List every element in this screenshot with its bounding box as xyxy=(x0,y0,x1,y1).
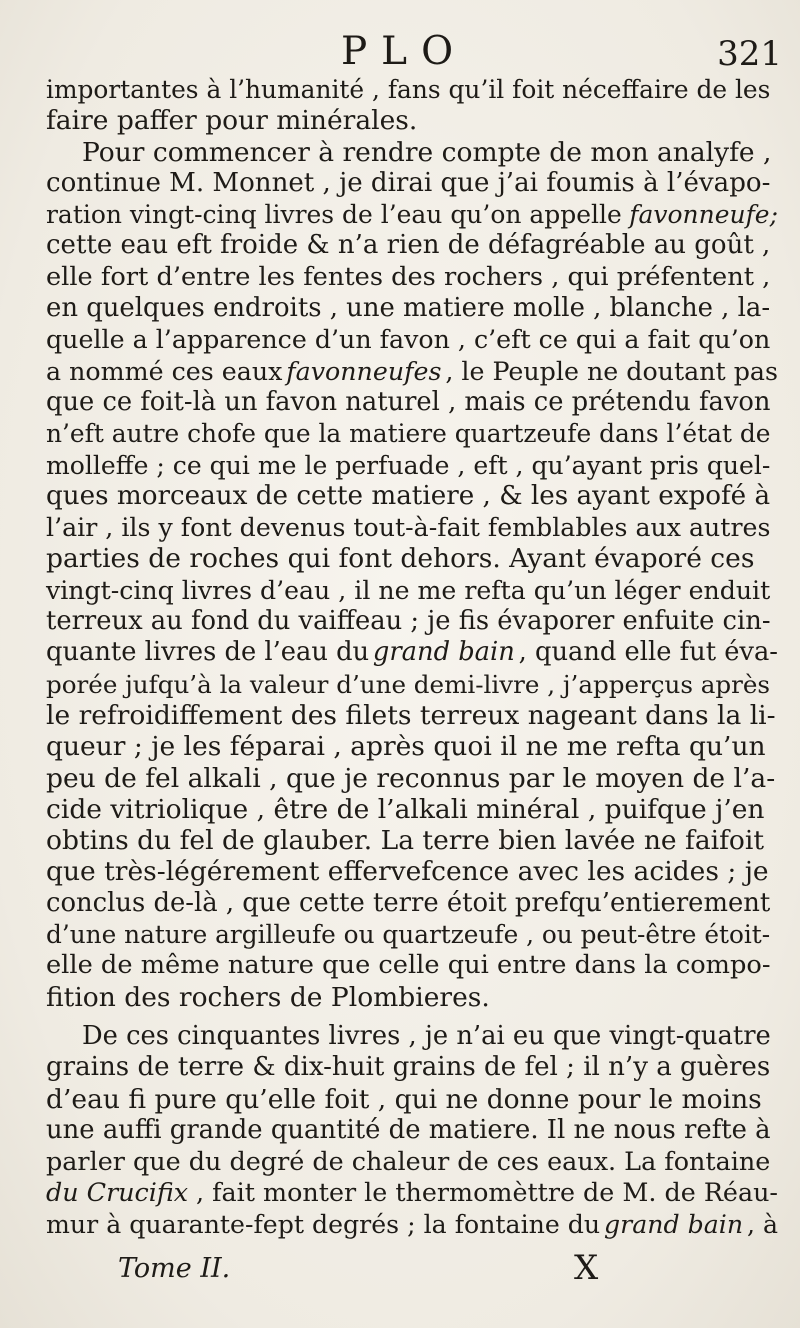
text-segment: elle fort d’entre les fentes des rochers , qui préfentent , xyxy=(46,261,771,292)
text-line xyxy=(46,606,778,637)
text-line xyxy=(46,418,778,449)
text-line xyxy=(46,1021,778,1052)
italic-term: favonneufes xyxy=(286,356,442,386)
text-segment: quelle a l’apparence d’un favon , c’eft ce qui a fait qu’on xyxy=(46,325,771,355)
italic-term: grand bain xyxy=(372,637,515,668)
text-segment: , fait monter le thermomèttre de M. de Réau- xyxy=(196,1177,778,1208)
text-segment: grains de terre & dix-huit grains de fel ; il n’y a guères xyxy=(46,1052,771,1083)
text-line xyxy=(46,356,778,387)
text-line xyxy=(46,982,778,1013)
text-segment: De ces cinquantes livres , je n’ai eu que vingt-quatre xyxy=(82,1020,771,1051)
text-line xyxy=(46,168,778,199)
text-segment: une auffi grande quantité de matiere. Il ne nous refte à xyxy=(46,1114,771,1145)
text-line xyxy=(46,669,778,700)
italic-term: du Crucifix xyxy=(46,1177,189,1208)
text-segment: a nommé ces eaux xyxy=(46,356,283,386)
text-line xyxy=(46,230,778,261)
text-line xyxy=(46,637,778,668)
text-line xyxy=(46,1084,778,1115)
text-segment: faire paffer pour minérales. xyxy=(46,105,418,137)
text-segment: le refroidiffement des filets terreux nageant dans la li- xyxy=(46,699,776,731)
text-line xyxy=(46,763,778,794)
text-line xyxy=(46,1052,778,1083)
volume-label: Tome II. xyxy=(118,1253,231,1284)
text-line xyxy=(46,1177,778,1208)
text-segment: , quand elle fut éva- xyxy=(518,637,778,668)
text-line xyxy=(46,262,778,293)
text-line xyxy=(46,825,778,856)
text-segment: , à xyxy=(746,1209,778,1239)
text-segment: mur à quarante-fept degrés ; la fontaine du xyxy=(46,1209,601,1239)
text-segment: obtins du fel de glauber. La terre bien lavée ne faifoit xyxy=(46,825,764,857)
text-segment: continue M. Monnet , je dirai que j’ai foumis à l’évapo- xyxy=(46,167,771,198)
text-line xyxy=(46,794,778,825)
text-segment: porée jufqu’à la valeur d’une demi-livre , j’apperçus après xyxy=(46,669,771,699)
text-line xyxy=(46,293,778,324)
text-line xyxy=(46,324,778,355)
text-line xyxy=(46,1115,778,1146)
text-segment: quante livres de l’eau du xyxy=(46,637,370,668)
text-segment: ration vingt-cinq livres de l’eau qu’on appelle xyxy=(46,200,622,230)
text-line xyxy=(46,950,778,981)
text-segment: molleffe ; ce qui me le perfuade , eft , qu’ayant pris quel- xyxy=(46,450,771,480)
text-segment: que très-légérement effervefcence avec les acides ; je xyxy=(46,856,769,888)
text-line xyxy=(46,105,778,136)
text-segment: cette eau eft froide & n’a rien de défagréable au goût , xyxy=(46,230,771,261)
text-line xyxy=(46,731,778,762)
text-segment: parties de roches qui font dehors. Ayant évaporé ces xyxy=(46,543,755,575)
italic-term: favonneufe; xyxy=(629,200,778,230)
text-line xyxy=(46,450,778,481)
running-head: PLO xyxy=(340,29,468,74)
text-segment: terreux au fond du vaiffeau ; je fis évaporer enfuite cin- xyxy=(46,606,771,637)
text-line xyxy=(46,137,778,168)
page-header xyxy=(0,26,800,78)
text-line xyxy=(46,74,778,105)
text-line xyxy=(46,919,778,950)
text-line xyxy=(46,888,778,919)
text-segment: ques morceaux de cette matiere , & les ayant expofé à xyxy=(46,480,771,511)
text-segment: Pour commencer à rendre compte de mon analyfe , xyxy=(82,136,772,168)
text-segment: que ce foit-là un favon naturel , mais ce prétendu favon xyxy=(46,386,771,417)
text-segment: d’une nature argilleufe ou quartzeufe , ou peut-être étoit- xyxy=(46,920,771,950)
text-segment: conclus de-là , que cette terre étoit prefqu’entierement xyxy=(46,887,771,918)
text-segment: , le Peuple ne doutant pas xyxy=(445,356,778,386)
text-segment: parler que du degré de chaleur de ces eaux. La fontaine xyxy=(46,1146,771,1177)
text-segment: queur ; je les féparai , après quoi il ne me refta qu’un xyxy=(46,731,766,763)
body-text xyxy=(46,74,778,1240)
text-segment: en quelques endroits , une matiere molle , blanche , la- xyxy=(46,293,771,324)
text-segment: cide vitriolique , être de l’alkali minéral , puifque j’en xyxy=(46,793,765,825)
text-segment: fition des rochers de Plombieres. xyxy=(46,981,490,1013)
text-line xyxy=(46,1146,778,1177)
signature-mark: X xyxy=(574,1248,599,1288)
text-segment: l’air , ils y font devenus tout-à-fait femblables aux autres xyxy=(46,513,771,543)
text-segment: n’eft autre chofe que la matiere quartzeufe dans l’état de xyxy=(46,419,771,449)
text-line xyxy=(46,387,778,418)
text-line xyxy=(46,700,778,731)
italic-term: grand bain xyxy=(604,1209,744,1239)
page-number: 321 xyxy=(717,34,782,74)
text-line xyxy=(46,575,778,606)
text-line xyxy=(46,512,778,543)
text-segment: elle de même nature que celle qui entre dans la compo- xyxy=(46,950,771,981)
text-segment: d’eau fi pure qu’elle foit , qui ne donne pour le moins xyxy=(46,1083,762,1115)
text-line xyxy=(46,481,778,512)
text-line xyxy=(46,199,778,230)
text-segment: vingt-cinq livres d’eau , il ne me refta qu’un léger enduit xyxy=(46,575,771,605)
text-segment: importantes à l’humanité , fans qu’il foit néceffaire de les xyxy=(46,75,771,104)
text-line xyxy=(46,1209,778,1240)
text-segment: peu de fel alkali , que je reconnus par le moyen de l’a- xyxy=(46,762,776,794)
text-line xyxy=(46,856,778,887)
text-line xyxy=(46,543,778,574)
page-footer xyxy=(0,1248,800,1290)
